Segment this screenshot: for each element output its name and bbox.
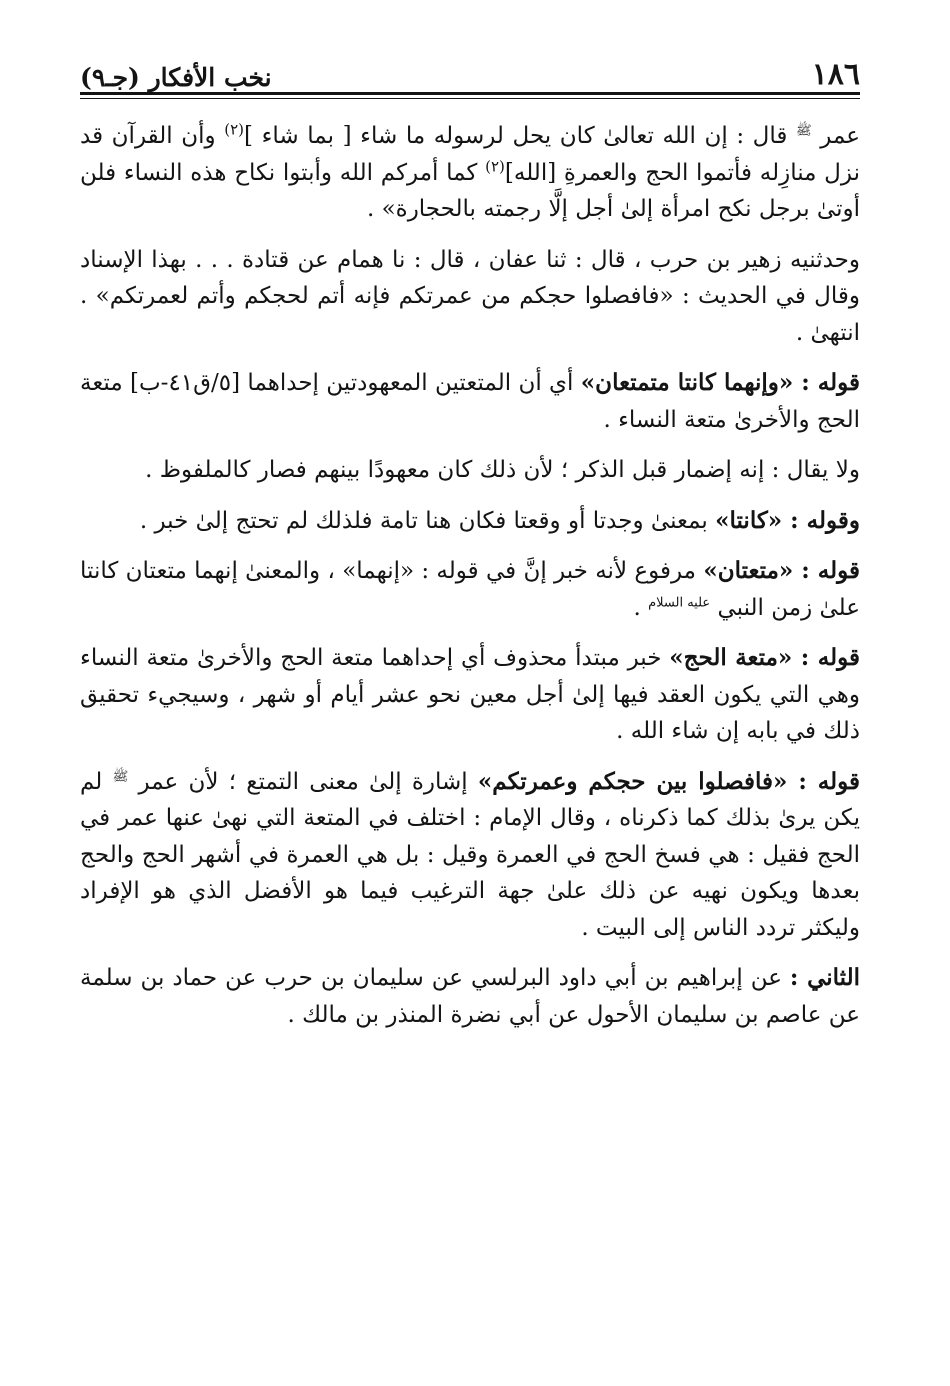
paragraph-text: . — [633, 594, 649, 621]
footnote-marker: (٢) — [485, 156, 505, 175]
paragraph-text: عمر — [811, 123, 860, 149]
paragraph — [80, 553, 860, 626]
paragraph-lead: قوله : «فافصلوا بين حجكم وعمرتكم» — [477, 767, 860, 795]
paragraph-lead: قوله : «متعة الحج» — [669, 644, 860, 671]
honorific-glyph: ﷺ — [112, 768, 129, 784]
paragraph — [80, 365, 860, 438]
paragraph-text: خبر مبتدأ محذوف أي إحداهما متعة الحج والأخرىٰ متعة النساء وهي التي يكون العقد فيها إلىٰ أجل معين نحو عشر أيام أو شهر ، وسيجيء تحقيق ذلك في بابه إن شاء الله . — [80, 645, 860, 744]
body-text — [80, 118, 860, 1047]
page-number: ١٨٦ — [811, 57, 860, 92]
paragraph-text: كما أمركم الله وأبتوا نكاح هذه النساء فلن أوتىٰ برجل نكح امرأة إلىٰ أجل إلَّا رجمته بالحجارة» . — [80, 159, 860, 222]
paragraph-text: بمعنىٰ وجدتا أو وقعتا فكان هنا تامة فلذلك لم تحتج إلىٰ خبر . — [139, 507, 716, 534]
paragraph-text: وحدثنيه زهير بن حرب ، قال : ثنا عفان ، قال : نا همام عن قتادة . . . بهذا الإسناد وقال في الحديث : «فافصلوا حجكم من عمرتكم فإنه أتم لحجكم وأتم لعمرتكم» . انتهىٰ . — [80, 246, 860, 346]
paragraph — [80, 242, 860, 352]
paragraph-lead: قوله : «وإنهما كانتا متمتعان» — [580, 369, 860, 396]
paragraph-lead: قوله : «متعتان» — [703, 557, 860, 584]
paragraph — [80, 960, 860, 1033]
paragraph — [80, 118, 860, 228]
paragraph-text: مرفوع لأنه خبر إنَّ في قوله : «إنهما» ، والمعنىٰ إنهما متعتان كانتا علىٰ زمن النبي — [80, 558, 860, 621]
paragraph — [80, 764, 860, 947]
page-header — [80, 50, 860, 90]
honorific-glyph: عليه السلام — [648, 594, 711, 610]
paragraph-text: ولا يقال : إنه إضمار قبل الذكر ؛ لأن ذلك كان معهودًا بينهم فصار كالملفوظ . — [145, 457, 860, 483]
paragraph-text: إشارة إلىٰ معنى التمتع ؛ لأن عمر — [128, 768, 478, 795]
paragraph-text: قال : إن الله تعالىٰ كان يحل لرسوله ما شاء [ بما شاء ] — [244, 123, 796, 149]
paragraph-text: وأن القرآن قد نزل منازِله فأتموا الحج والعمرةِ [الله] — [80, 123, 860, 186]
paragraph — [80, 503, 860, 540]
footnote-marker: (٢) — [224, 120, 245, 139]
paragraph-lead: الثاني : — [789, 964, 860, 991]
paragraph-text: لم يكن يرىٰ بذلك كما ذكرناه ، وقال الإمام : اختلف في المتعة التي نهىٰ عنها عمر في الحج فقيل : هي فسخ الحج في العمرة وقيل : بل هي العمرة في أشهر الحج والحج بعدها ويكون نهيه عن ذلك علىٰ جهة الترغيب فيما هو الأفضل الذي هو الإفراد وليكثر تردد الناس إلى البيت . — [80, 768, 860, 941]
header-rule-thin — [80, 98, 860, 99]
running-title: نخب الأفكار (جـ٩) — [80, 63, 272, 92]
paragraph-text: عن إبراهيم بن أبي داود البرلسي عن سليمان بن حرب عن حماد بن سلمة عن عاصم بن سليمان الأحول عن أبي نضرة المنذر بن مالك . — [80, 965, 860, 1028]
paragraph-text: أي أن المتعتين المعهودتين إحداهما [٥/ق٤١-ب] متعة الحج والأخرىٰ متعة النساء . — [80, 370, 860, 433]
honorific-glyph: ﷺ — [795, 123, 812, 139]
paragraph — [80, 640, 860, 750]
header-rule — [80, 92, 860, 95]
paragraph — [80, 452, 860, 489]
paragraph-lead: وقوله : «كانتا» — [715, 506, 860, 534]
